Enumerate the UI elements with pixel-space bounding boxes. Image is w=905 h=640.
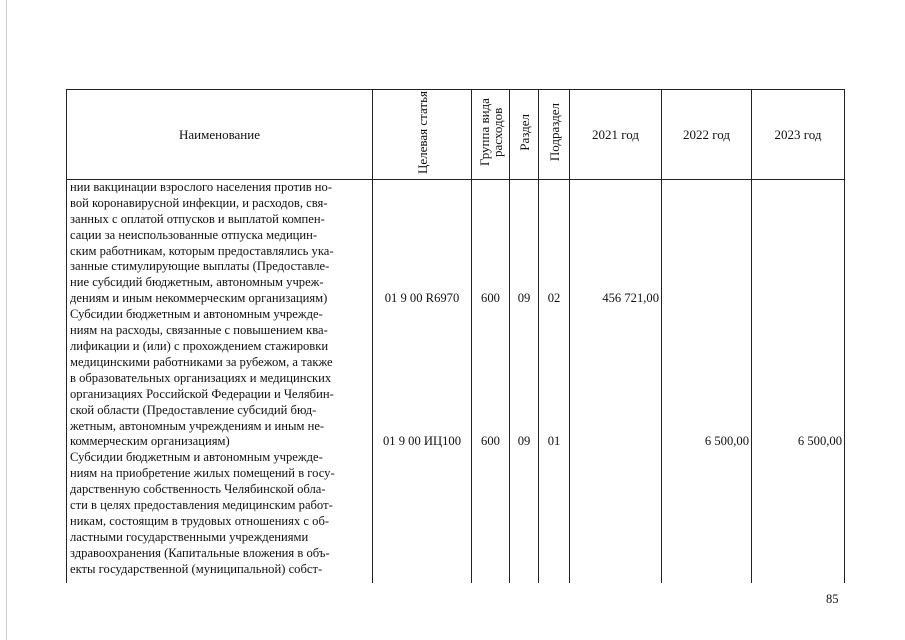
row-2-subsection: 01 [547, 433, 561, 448]
row-1-section: 09 [517, 290, 531, 305]
y2021-column [570, 179, 662, 583]
header-2021: 2021 год [570, 90, 662, 180]
row-1-code: 01 9 00 R6970 [384, 290, 460, 305]
header-name: Наименование [67, 90, 373, 180]
header-target-article: Целевая статья [373, 90, 472, 180]
code-column [373, 179, 472, 583]
subsection-column [539, 179, 570, 583]
page-left-edge [6, 0, 7, 640]
row-2-section: 09 [517, 433, 531, 448]
name-column [67, 179, 373, 583]
group-column [472, 179, 510, 583]
header-2022: 2022 год [662, 90, 752, 180]
page-number: 85 [826, 592, 839, 606]
table-header-row [67, 90, 845, 180]
header-section: Раздел [510, 90, 539, 180]
header-2023: 2023 год [752, 90, 845, 180]
row-1-name: нии вакцинации взрослого населения против но- вой коронавирусной инфекции, и расходов, свя- занных с оплатой отпусков и выплатой компен- сации за неиспользованные отпуска медицин- ским работникам, которым предоставлялись ука- занные стимулирующие выплаты (Предоставле- ние субсидий бюджетным, автономным учреж- дениям и иным некоммерческим организациям) [70, 179, 334, 306]
row-2-y2023: 6 500,00 [797, 433, 842, 448]
header-subsection: Подраздел [539, 90, 570, 180]
row-3-name: Субсидии бюджетным и автономным учрежде- ниям на приобретение жилых помещений в госу- дарственную собственность Челябинской обла- сти в целях предоставления медицинским работ- никам, состоящим в трудовых отношениях с об- ластными государственными учреждениями здравоохранения (Капитальные вложения в объ- екты государственной (муниципальной) собст- [70, 450, 335, 576]
row-1-group: 600 [481, 290, 500, 305]
budget-table [66, 89, 845, 583]
table-row [67, 179, 845, 583]
row-2-group: 600 [481, 433, 500, 448]
y2022-column [662, 179, 752, 583]
row-1-y2021: 456 721,00 [602, 290, 659, 305]
row-2-y2022: 6 500,00 [704, 433, 749, 448]
y2023-column [752, 179, 845, 583]
header-expense-group: Группа вида расходов [472, 90, 510, 180]
row-2-name: Субсидии бюджетным и автономным учрежде- ниям на расходы, связанные с повышением ква- лификации и (или) с прохождением стажировки медицинскими работниками за рубежом, а также в образовательных организациях и медицинских организациях Российской Федерации и Челябин- ской области (Предоставление субсидий бюд- жетным, автономным учреждениям и иным не- коммерческим организациям) [70, 307, 334, 449]
row-1-subsection: 02 [547, 290, 561, 305]
section-column [510, 179, 539, 583]
row-2-code: 01 9 00 ИЦ100 [382, 433, 461, 448]
